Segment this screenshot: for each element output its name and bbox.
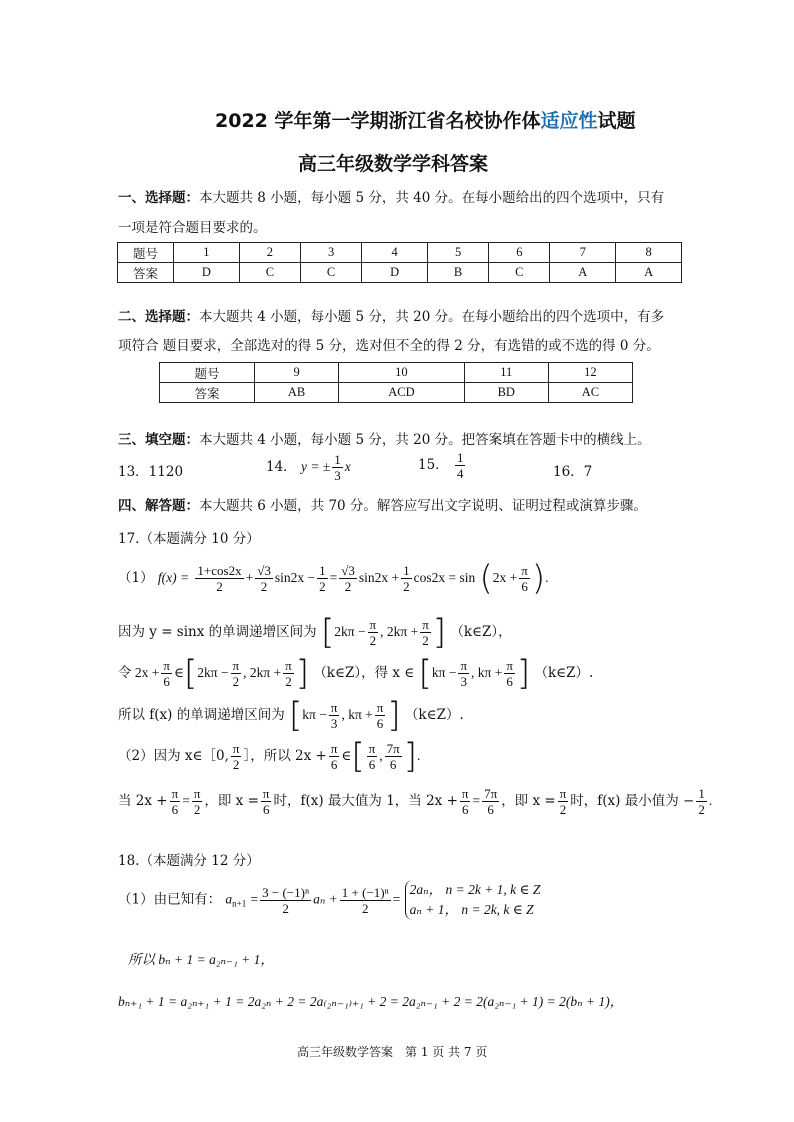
frac-den: 2 <box>232 757 240 772</box>
frac-den: 2 <box>282 900 289 916</box>
text: 时，f(x) 最大值为 1，当 2x + <box>273 793 458 809</box>
table-cell: 12 <box>548 363 632 383</box>
fraction <box>231 741 242 772</box>
title-highlight: 适应性 <box>540 110 598 132</box>
frac-num: √3 <box>257 563 271 578</box>
table-cell: 4 <box>362 243 428 263</box>
title-part-c: 试题 <box>597 110 636 132</box>
sec3-line <box>118 428 651 448</box>
text: ，即 x = <box>204 793 259 809</box>
table-row <box>160 383 633 403</box>
expr: kπ − <box>431 665 457 680</box>
sec3-heading: 三、填空题： <box>118 432 199 448</box>
table-cell: ACD <box>339 383 465 403</box>
table-cell: 3 <box>300 243 361 263</box>
table-cell: BD <box>464 383 548 403</box>
answer-15 <box>418 450 467 481</box>
text: （k∈Z）， <box>450 624 512 640</box>
frac-den: 3 <box>460 674 467 689</box>
op: ∈ <box>341 748 352 763</box>
paren-open: ( <box>479 558 493 599</box>
table-row <box>160 363 633 383</box>
answer-14-label: 14． <box>266 459 297 475</box>
period: . <box>545 570 549 585</box>
expr: cos2x = sin <box>413 570 476 585</box>
answer-14 <box>266 452 351 483</box>
frac-den: 2 <box>403 579 410 594</box>
q17-heading: 17.（本题满分 10 分） <box>118 531 260 547</box>
op: ∈ <box>173 665 184 680</box>
sec1-text1: 本大题共 8 小题，每小题 5 分，共 40 分。在每小题给出的四个选项中，只有 <box>199 190 665 206</box>
table-cell: 10 <box>339 363 465 383</box>
frac-den: 6 <box>163 674 170 689</box>
q17-line5 <box>118 736 421 777</box>
table-cell: 6 <box>489 243 550 263</box>
table-cell: AB <box>255 383 339 403</box>
fraction <box>482 786 499 817</box>
expr: kπ − <box>302 707 327 722</box>
fraction <box>255 563 273 594</box>
frac-num: 1+cos2x <box>197 563 242 578</box>
frac-num: π <box>193 786 201 801</box>
expr: , kπ + <box>471 665 503 680</box>
expr: sin2x + <box>358 570 400 585</box>
op: = <box>329 570 338 585</box>
frac-den: 6 <box>262 802 270 817</box>
bracket-open: [ <box>183 653 198 694</box>
expr: sin2x − <box>274 570 316 585</box>
frac-num: 1 <box>319 563 326 578</box>
fraction <box>401 563 412 594</box>
expr: , kπ + <box>341 707 373 722</box>
frac-num: π <box>330 700 338 715</box>
frac-den: 3 <box>330 716 338 731</box>
fraction <box>195 563 243 594</box>
frac-num: π <box>330 741 338 756</box>
expr: 2kπ − <box>197 665 229 680</box>
op: = <box>472 793 481 808</box>
frac-num: 7π <box>386 741 400 756</box>
sec4-line <box>118 494 647 514</box>
frac-den: 6 <box>461 802 469 817</box>
table-cell: 7 <box>550 243 616 263</box>
frac-den: 4 <box>456 466 464 481</box>
answer-15-label: 15． <box>418 457 449 473</box>
frac-den: 2 <box>216 579 223 594</box>
fraction <box>368 617 379 648</box>
subscript: n+1 <box>232 898 247 909</box>
sec4-text: 本大题共 6 小题，共 70 分。解答应写出文字说明、证明过程或演算步骤。 <box>199 498 647 514</box>
title-line1 <box>215 106 636 133</box>
sec1-text2: 一项是符合题目要求的。 <box>118 220 267 236</box>
text: 当 2x + <box>118 793 168 809</box>
period: . <box>416 748 421 763</box>
frac-num: π <box>461 786 469 801</box>
frac-num: 1 <box>403 563 410 578</box>
part-label: （1） <box>118 570 154 586</box>
frac-num: π <box>171 786 179 801</box>
sec2-line1 <box>118 305 664 325</box>
paren-close: ) <box>531 558 546 599</box>
table-cell: 9 <box>255 363 339 383</box>
period: . <box>708 793 713 808</box>
table-cell: 5 <box>427 243 488 263</box>
frac-num: 7π <box>484 786 498 801</box>
fx: f(x) = <box>157 570 190 585</box>
expr: 2kπ − <box>334 624 366 639</box>
q18-line3: bₙ₊₁ + 1 = a₂ₙ₊₁ + 1 = 2a₂ₙ + 2 = 2a₍₂ₙ₋₁₎₊₁ + 2 = 2a₂ₙ₋₁ + 2 = 2(a₂ₙ₋₁ + 1) = 2(bₙ + 1)， <box>118 994 624 1009</box>
frac-den: 2 <box>344 579 352 594</box>
text: 时，f(x) 最小值为 − <box>570 793 695 809</box>
title-line2: 高三年级数学学科答案 <box>298 153 489 175</box>
q18-heading: 18.（本题满分 12 分） <box>118 853 260 869</box>
fraction <box>420 617 431 648</box>
frac-num: π <box>368 741 376 756</box>
frac-den: 6 <box>487 802 494 817</box>
frac-den: 2 <box>361 900 369 916</box>
answer-14-x: x <box>344 459 351 474</box>
piecewise-brace <box>405 880 541 920</box>
fraction <box>231 658 242 689</box>
sec4-heading: 四、解答题： <box>118 498 199 514</box>
frac-den: 2 <box>559 802 567 817</box>
frac-num: 1 <box>456 450 464 465</box>
q17-line6 <box>118 786 712 817</box>
table-cell: C <box>239 263 300 283</box>
frac-num: π <box>232 658 240 673</box>
frac-num: π <box>232 741 240 756</box>
bracket-open: [ <box>351 736 365 777</box>
table-cell: A <box>616 263 682 283</box>
table-cell: A <box>550 263 616 283</box>
case-even: aₙ + 1， n = 2k, k ∈ Z <box>409 902 534 917</box>
text: ，即 x = <box>501 793 556 809</box>
page-footer: 高三年级数学答案 第 1 页 共 7 页 <box>297 1045 488 1059</box>
sec1-answer-table <box>117 242 682 283</box>
fraction <box>161 658 172 689</box>
text: （1）由已知有： <box>118 891 222 908</box>
frac-num: 1 <box>334 452 341 467</box>
text: （k∈Z）. <box>534 665 594 681</box>
answer-15-fraction <box>455 450 466 481</box>
op: = <box>392 891 401 907</box>
frac-num: π <box>376 700 384 715</box>
bracket-close: ] <box>516 653 531 694</box>
frac-den: 6 <box>368 757 376 772</box>
frac-den: 6 <box>521 579 528 594</box>
fraction <box>192 786 203 817</box>
fraction <box>283 658 294 689</box>
row-label: 题号 <box>118 243 174 263</box>
table-row <box>118 263 682 283</box>
frac-den: 2 <box>285 674 292 689</box>
table-cell: B <box>427 263 488 283</box>
case-odd: 2aₙ， n = 2k + 1, k ∈ Z <box>409 882 541 897</box>
frac-den: 3 <box>334 468 341 483</box>
expr: aₙ + <box>313 891 338 907</box>
bracket-open: [ <box>320 612 335 653</box>
frac-num: π <box>369 617 377 632</box>
table-cell: 8 <box>616 243 682 263</box>
table-cell: D <box>174 263 240 283</box>
sec2-text1: 本大题共 4 小题，每小题 5 分，共 20 分。在每小题给出的四个选项中，有多 <box>199 309 665 325</box>
q17-part1-equation <box>118 558 549 599</box>
bracket-close: ] <box>403 736 417 777</box>
fraction <box>696 786 707 817</box>
answer-16: 16．7 <box>553 464 593 480</box>
fraction <box>504 658 515 689</box>
fraction <box>385 741 402 772</box>
fraction <box>261 786 272 817</box>
table-cell: 2 <box>239 243 300 263</box>
frac-num: 3 − (−1)ⁿ <box>262 884 310 900</box>
frac-den: 6 <box>330 757 338 772</box>
expr: 2x + <box>492 570 518 585</box>
op: + <box>245 570 254 585</box>
frac-den: 2 <box>260 579 268 594</box>
frac-den: 2 <box>369 633 377 648</box>
frac-den: 2 <box>422 633 429 648</box>
text: 因为 y = sinx 的单调递增区间为 <box>118 624 317 640</box>
table-cell: AC <box>548 383 632 403</box>
sec3-text: 本大题共 4 小题，每小题 5 分，共 20 分。把答案填在答题卡中的横线上。 <box>199 432 651 448</box>
fraction <box>460 786 471 817</box>
frac-den: 2 <box>193 802 201 817</box>
q18-line2: 所以 bₙ + 1 = a₂ₙ₋₁ + 1， <box>128 952 274 967</box>
sec1-line1 <box>118 186 664 206</box>
fraction <box>340 885 391 916</box>
fraction <box>329 741 340 772</box>
frac-den: 6 <box>376 716 384 731</box>
fraction <box>367 741 378 772</box>
frac-num: π <box>262 786 270 801</box>
sec2-heading: 二、选择题： <box>118 309 199 325</box>
bracket-open: [ <box>418 653 432 694</box>
table-cell: C <box>300 263 361 283</box>
frac-den: 2 <box>319 579 326 594</box>
fraction <box>519 563 530 594</box>
frac-den: 2 <box>698 802 705 817</box>
sec2-answer-table <box>159 362 633 403</box>
frac-den: 6 <box>389 757 397 772</box>
table-cell: 11 <box>464 363 548 383</box>
frac-num: π <box>163 658 170 673</box>
answer-14-lhs: y = ± <box>300 459 331 474</box>
text: （k∈Z）. <box>404 707 464 723</box>
fraction <box>329 700 340 731</box>
op: = <box>182 793 190 808</box>
table-cell: 1 <box>174 243 240 263</box>
table-row <box>118 243 682 263</box>
fraction <box>375 700 386 731</box>
op: = <box>250 891 259 907</box>
answer-13: 13．1120 <box>118 464 184 480</box>
frac-num: 1 + (−1)ⁿ <box>341 884 389 900</box>
text: ］，所以 2x + <box>243 748 327 764</box>
expr: a <box>225 891 233 907</box>
fraction <box>558 786 569 817</box>
sec1-heading: 一、选择题： <box>118 190 199 206</box>
q17-line2 <box>118 612 512 653</box>
frac-num: π <box>559 786 567 801</box>
row-label: 答案 <box>118 263 174 283</box>
row-label: 答案 <box>160 383 255 403</box>
table-cell: C <box>489 263 550 283</box>
fraction <box>339 563 357 594</box>
frac-num: √3 <box>341 563 355 578</box>
fraction <box>317 563 328 594</box>
bracket-close: ] <box>432 612 447 653</box>
expr: , 2kπ + <box>243 665 282 680</box>
q18-line1 <box>118 880 540 920</box>
table-cell: D <box>362 263 428 283</box>
q17-line4 <box>118 695 464 736</box>
fraction <box>260 885 311 916</box>
frac-den: 6 <box>506 674 513 689</box>
frac-num: π <box>460 658 468 673</box>
expr: 令 2x + <box>118 665 160 680</box>
sec2-text2: 项符合 题目要求，全部选对的得 5 分，选对但不全的得 2 分，有选错的或不选的得 0 分。 <box>118 338 660 354</box>
frac-num: π <box>506 658 513 673</box>
q17-line3 <box>118 653 594 694</box>
fraction <box>458 658 469 689</box>
text: （2）因为 x∈［0, <box>118 748 229 764</box>
op: , <box>379 748 383 763</box>
frac-num: 1 <box>698 786 705 801</box>
bracket-open: [ <box>289 695 303 736</box>
answer-14-fraction <box>332 452 343 483</box>
text: （k∈Z），得 x ∈ <box>313 665 415 681</box>
bracket-close: ] <box>295 653 310 694</box>
fraction <box>170 786 181 817</box>
text: 所以 f(x) 的单调递增区间为 <box>118 707 285 723</box>
frac-num: π <box>285 658 292 673</box>
title-part-a: 2022 学年第一学期浙江省名校协作体 <box>215 110 541 132</box>
row-label: 题号 <box>160 363 255 383</box>
frac-num: π <box>422 617 429 632</box>
frac-num: π <box>521 563 528 578</box>
expr: , 2kπ + <box>380 624 419 639</box>
bracket-close: ] <box>387 695 401 736</box>
frac-den: 2 <box>232 674 240 689</box>
frac-den: 6 <box>171 802 179 817</box>
